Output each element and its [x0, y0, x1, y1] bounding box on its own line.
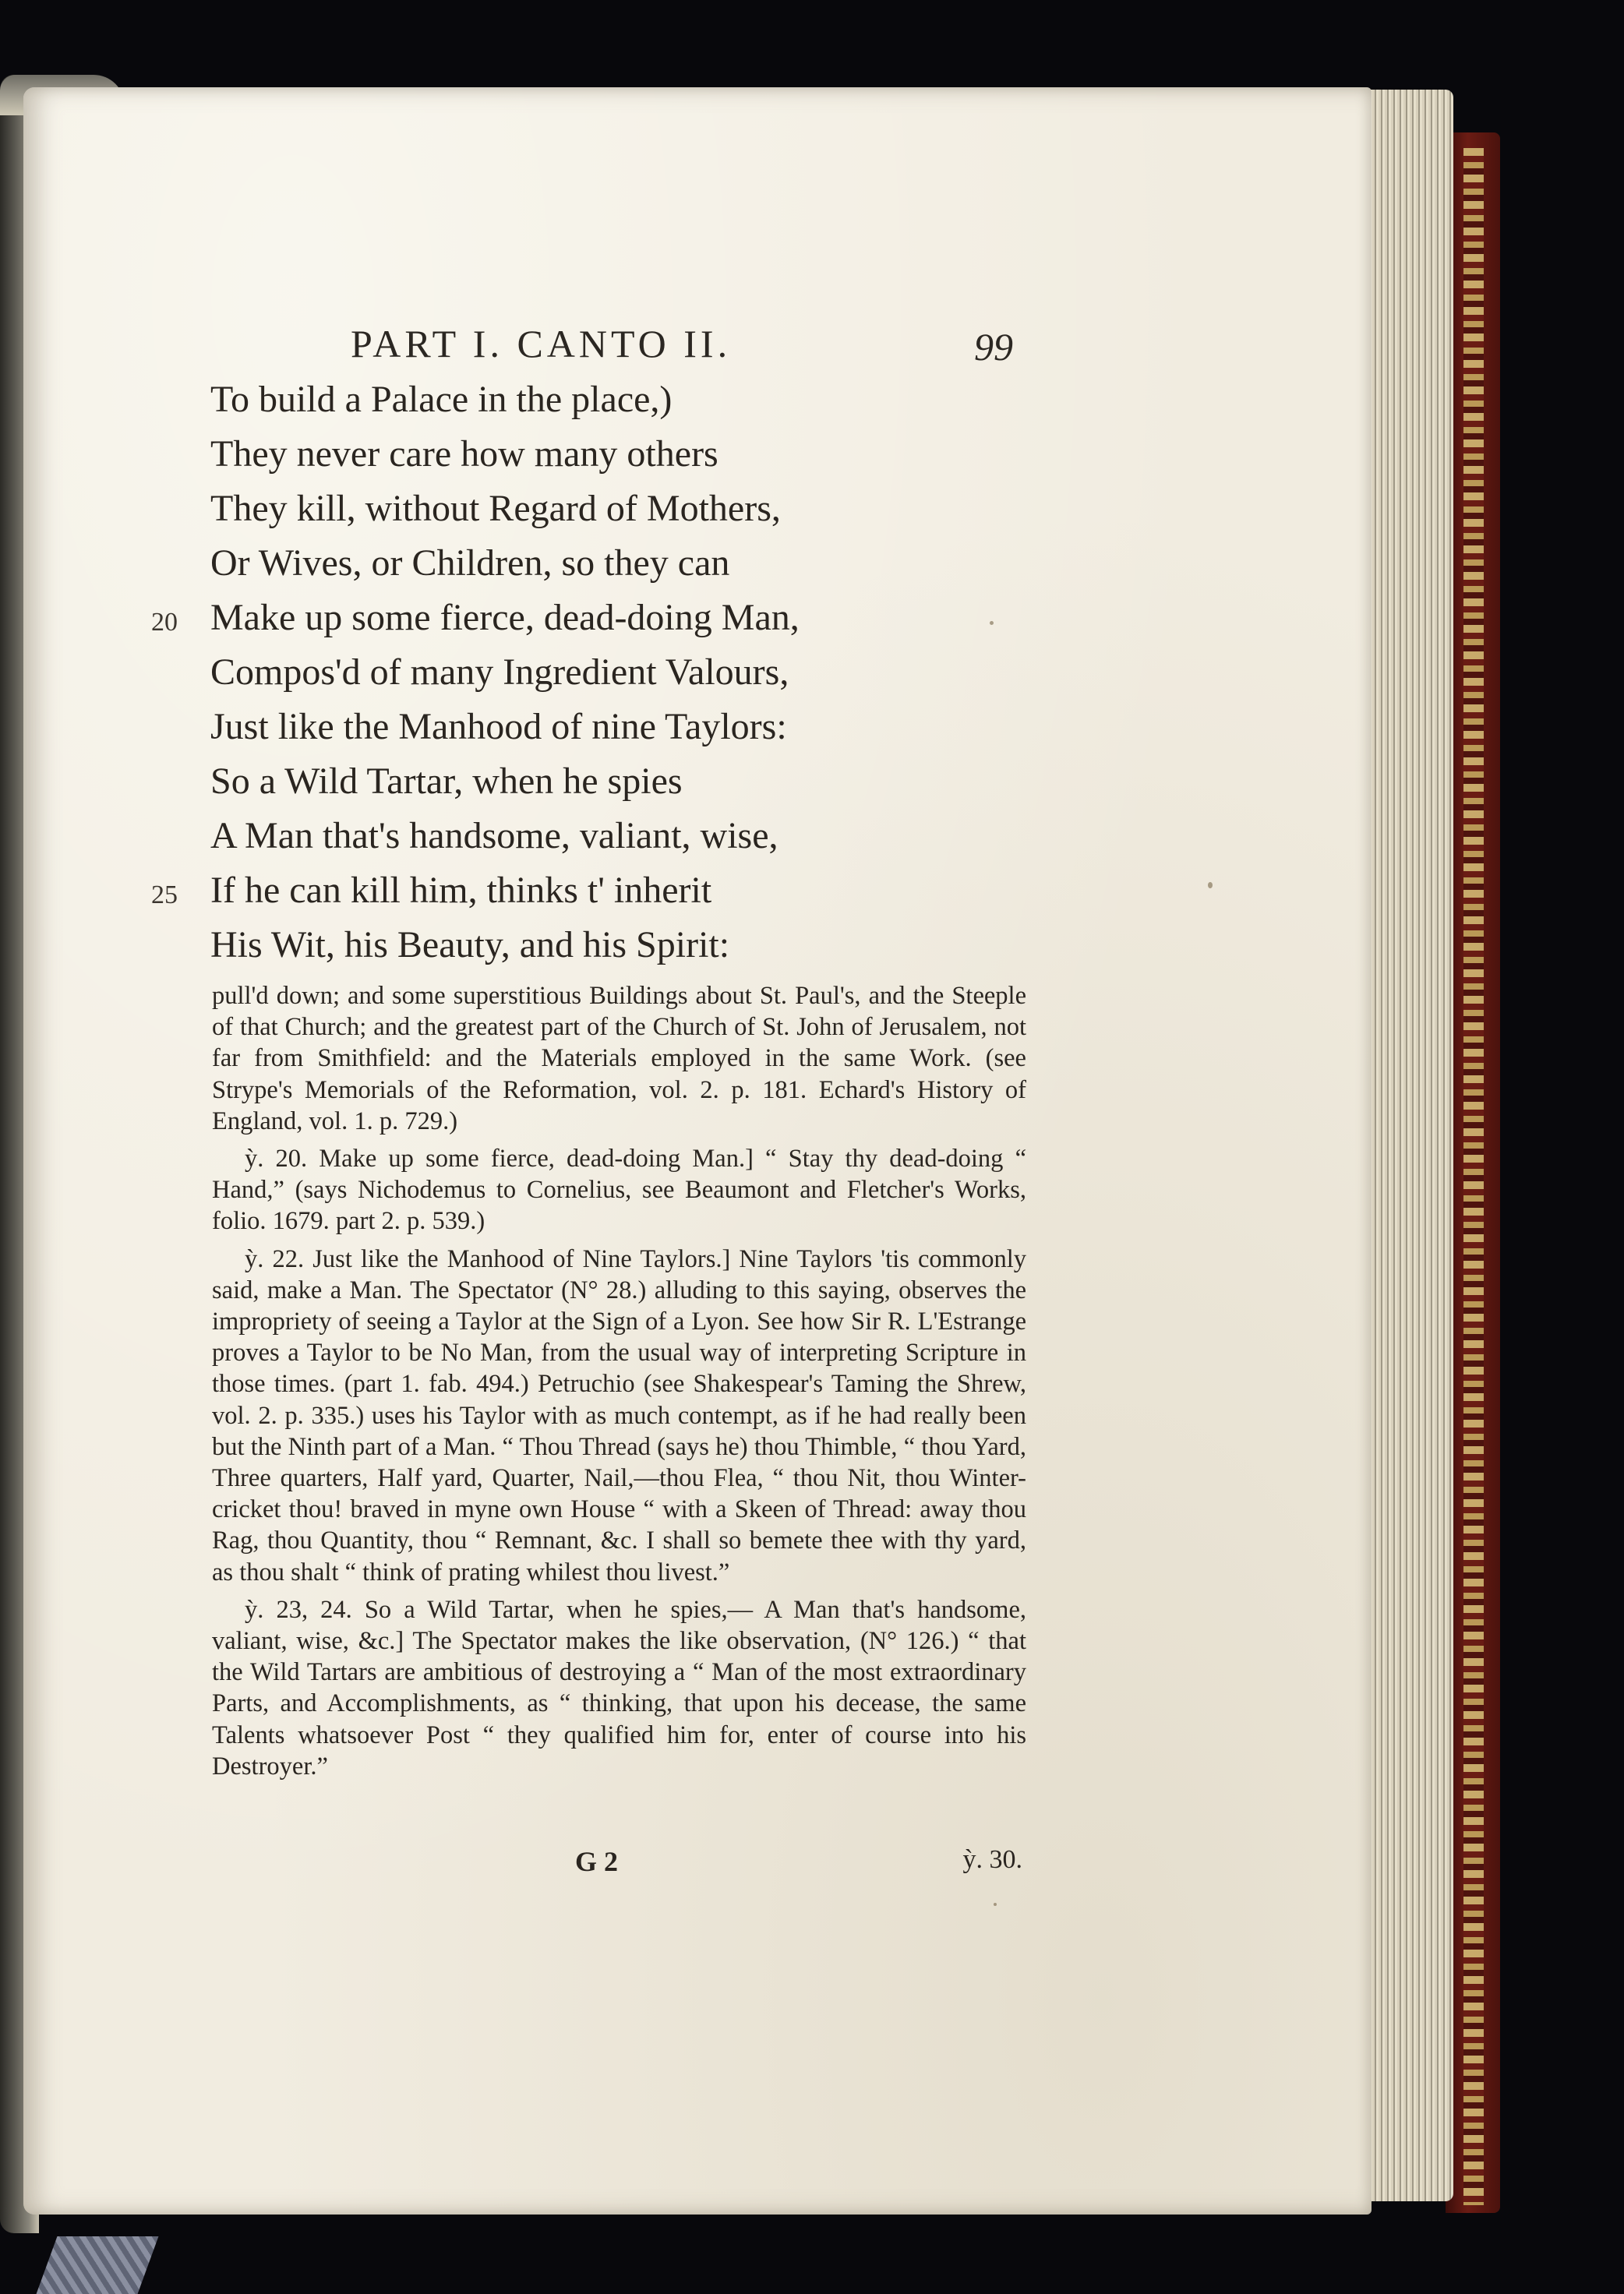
verse-text: They kill, without Regard of Mothers, [210, 488, 781, 529]
verse-text: Make up some fierce, dead-doing Man, [210, 597, 800, 638]
verse-line [210, 700, 990, 754]
page-number: 99 [974, 325, 1013, 369]
footnote-paragraph: ỳ. 22. Just like the Manhood of Nine Taylors.] Nine Taylors 'tis commonly said, make a Man. The Spectator (N° 28.) alluding to this saying, observes the impropriety of seeing a Taylor at the Sign of a Lyon. See how Sir R. L'Estrange proves a Taylor to be No Man, from the usual way of interpreting Scripture in those times. (part 1. fab. 494.) Petruchio (see Shakespear's Taming the Shrew, vol. 2. p. 335.) uses his Taylor with as much contempt, as if he had really been but the Ninth part of a Man. “ Thou Thread (says he) thou Thimble, “ thou Yard, Three quarters, Half yard, Quarter, Nail,—thou Flea, “ thou Nit, thou Winter-cricket thou! braved in myne own House “ with a Skeen of Thread: away thou Rag, thou Quantity, thou “ Remnant, &c. I shall so bemete thee with thy yard, as thou shalt “ think of prating whilest thou livest.” [212, 1244, 1026, 1586]
verse-text: To build a Palace in the place,) [210, 379, 673, 420]
verse-text: So a Wild Tartar, when he spies [210, 761, 683, 802]
running-head [351, 321, 1013, 368]
verse-text: Or Wives, or Children, so they can [210, 542, 730, 584]
page-footer [212, 1845, 1022, 1884]
verse-text: They never care how many others [210, 433, 718, 475]
line-number: 25 [151, 881, 178, 909]
verse-text: If he can kill him, thinks t' inherit [210, 870, 712, 911]
signature-mark: G 2 [575, 1846, 619, 1877]
footnote-paragraph: pull'd down; and some superstitious Buildings about St. Paul's, and the Steeple of that Church; and the greatest part of the Church of St. John of Jerusalem, not far from Smithfield: and the Materials employed in the same Work. (see Strype's Memorials of the Reformation, vol. 2. p. 181. Echard's History of England, vol. 1. p. 729.) [212, 982, 1026, 1135]
verse-line [151, 591, 990, 645]
paper-speck [994, 1903, 997, 1906]
paper-speck [1208, 882, 1213, 888]
verse-line [210, 809, 990, 863]
verse-line [151, 863, 990, 918]
page-fore-edge [1360, 90, 1453, 2201]
catchword: ỳ. 30. [962, 1845, 1022, 1874]
verse-line [210, 372, 990, 427]
verse-line [210, 427, 990, 482]
verse-line [210, 645, 990, 700]
bookmark-ribbon [37, 2236, 159, 2294]
verse-line [210, 754, 990, 809]
verse-line [210, 536, 990, 591]
verse-text: Compos'd of many Ingredient Valours, [210, 651, 789, 693]
footnote-paragraph: ỳ. 20. Make up some fierce, dead-doing Man.] “ Stay thy dead-doing “ Hand,” (says Nichodemus to Cornelius, see Beaumont and Fletcher's Works, folio. 1679. part 2. p. 539.) [212, 1145, 1026, 1236]
line-number: 20 [151, 608, 178, 637]
verse-line [210, 918, 990, 972]
verse-text: His Wit, his Beauty, and his Spirit: [210, 924, 730, 965]
verse-block [151, 372, 990, 972]
footnote-paragraph: ỳ. 23, 24. So a Wild Tartar, when he spies,— A Man that's handsome, valiant, wise, &c.] The Spectator makes the like observation, (N° 126.) “ that the Wild Tartars are ambitious of destroying a “ Man of the most extraordinary Parts, and Accomplishments, as “ thinking, that upon his decease, the same Talents whatsoever Post “ they qualified him for, enter of course into his Destroyer.” [212, 1595, 1026, 1780]
verse-line [210, 482, 990, 536]
verse-text: A Man that's handsome, valiant, wise, [210, 815, 778, 856]
paper-speck [990, 621, 994, 625]
footnotes [212, 980, 1026, 1788]
gilt-tooling [1463, 148, 1484, 2205]
running-head-title: PART I. CANTO II. [351, 322, 732, 365]
verse-text: Just like the Manhood of nine Taylors: [210, 706, 787, 747]
